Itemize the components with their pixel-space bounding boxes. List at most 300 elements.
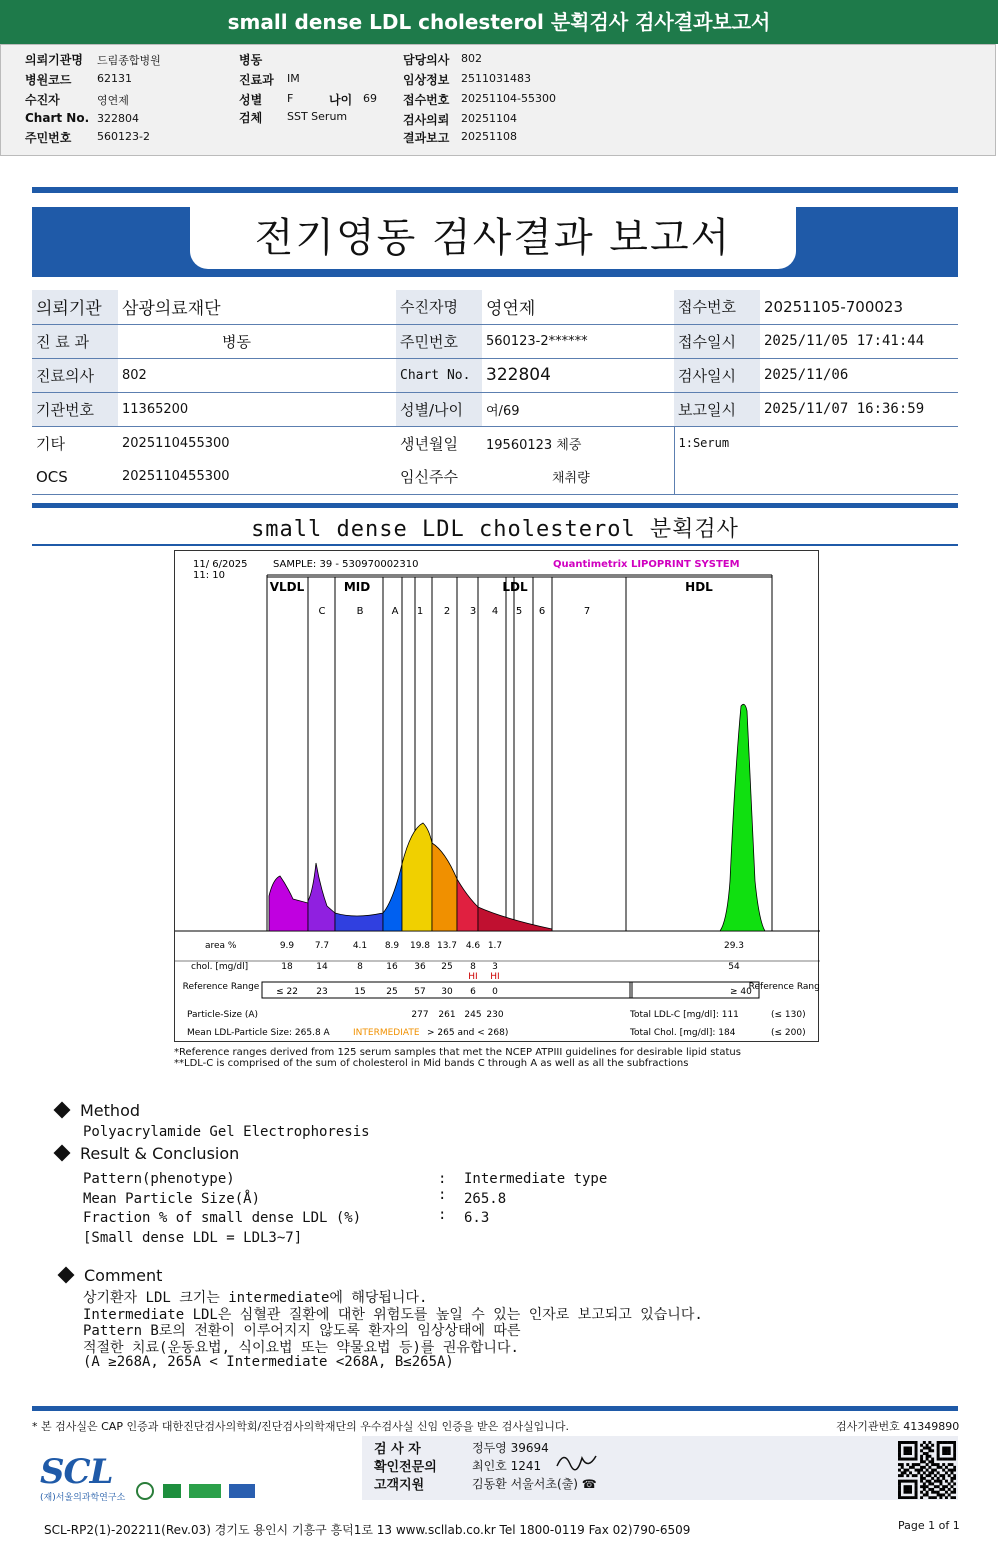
electrophoresis-plot [175, 551, 820, 1043]
label: Chart No. [396, 358, 482, 392]
qr-module [942, 1449, 945, 1452]
band-label: 6 [538, 606, 546, 617]
value: 560123-2 [97, 130, 150, 143]
qr-module [906, 1452, 909, 1455]
qr-module [920, 1496, 923, 1499]
chol-value: 8 [357, 962, 363, 972]
method-title: Method [80, 1101, 141, 1120]
qr-module [904, 1480, 907, 1483]
colon: : [438, 1187, 447, 1203]
qr-module [945, 1491, 948, 1494]
qr-module [939, 1474, 942, 1477]
label: Chart No. [25, 111, 90, 125]
qr-module [950, 1485, 953, 1488]
qr-module [901, 1441, 904, 1444]
band-label: 3 [469, 606, 477, 617]
qr-module [923, 1471, 926, 1474]
divider [32, 503, 958, 508]
qr-module [912, 1474, 915, 1477]
qr-module [950, 1471, 953, 1474]
qr-module [926, 1458, 929, 1461]
qr-module [906, 1449, 909, 1452]
reference-value: 57 [414, 987, 426, 997]
qr-module [904, 1496, 907, 1499]
result-heading [56, 1144, 239, 1163]
qr-module [928, 1455, 931, 1458]
qr-module [948, 1493, 951, 1496]
staff-value: 김동환 서울서초(출) ☎ [472, 1477, 597, 1491]
value: 2025/11/07 16:36:59 [760, 392, 958, 426]
qr-module [898, 1469, 901, 1472]
value: 20251104-55300 [461, 92, 556, 105]
band-label: 1 [416, 606, 424, 617]
qr-module [926, 1444, 929, 1447]
qr-code-icon [898, 1441, 956, 1499]
qr-module [950, 1458, 953, 1461]
reference-value: 6 [470, 987, 476, 997]
value: IM [287, 72, 300, 85]
lipoprint-chart [174, 550, 819, 1042]
qr-module [898, 1493, 901, 1496]
report-title-banner [32, 207, 958, 277]
plot-frame [175, 575, 820, 931]
org-number: 검사기관번호 41349890 [836, 1420, 960, 1433]
qr-module [926, 1474, 929, 1477]
qr-module [937, 1477, 940, 1480]
qr-module [909, 1447, 912, 1450]
qr-module [898, 1455, 901, 1458]
label: 접수번호 [403, 93, 450, 107]
value: 1:Serum [674, 426, 958, 460]
band-label: B [356, 606, 364, 617]
chol-value: 25 [441, 962, 453, 972]
qr-module [904, 1469, 907, 1472]
staff-label: 확인전문의 [374, 1460, 437, 1475]
qr-module [915, 1480, 918, 1483]
value: 2511031483 [461, 72, 531, 85]
qr-module [915, 1447, 918, 1450]
qr-module [904, 1447, 907, 1450]
qr-module [950, 1477, 953, 1480]
qr-module [915, 1444, 918, 1447]
qr-module [953, 1466, 956, 1469]
value: 20251108 [461, 130, 517, 143]
qr-module [948, 1449, 951, 1452]
qr-module [906, 1447, 909, 1450]
qr-module [950, 1480, 953, 1483]
qr-module [945, 1485, 948, 1488]
area-value: 13.7 [436, 941, 458, 951]
qr-module [901, 1480, 904, 1483]
qr-module [915, 1463, 918, 1466]
qr-module [953, 1491, 956, 1494]
page-number: Page 1 of 1 [898, 1519, 960, 1532]
footnote: *Reference ranges derived from 125 serum samples that met the NCEP ATPIII guidelines for desirable lipid status [174, 1047, 741, 1058]
qr-module [906, 1469, 909, 1472]
qr-module [912, 1458, 915, 1461]
label: 주민번호 [25, 131, 72, 145]
qr-module [923, 1466, 926, 1469]
qr-module [942, 1488, 945, 1491]
qr-module [928, 1471, 931, 1474]
value: 2025110455300 [118, 460, 396, 494]
divider [32, 1406, 958, 1411]
qr-module [953, 1474, 956, 1477]
qr-module [915, 1485, 918, 1488]
band-label: 7 [583, 606, 591, 617]
particle-size-value: 245 [464, 1010, 482, 1020]
qr-module [931, 1482, 934, 1485]
qr-module [942, 1469, 945, 1472]
footnote: **LDL-C is comprised of the sum of cholesterol in Mid bands C through A as well as all the subfractions [174, 1058, 689, 1069]
value: 69 [363, 92, 377, 105]
total-chol: Total Chol. [mg/dl]: 184 [630, 1028, 736, 1038]
value: F [287, 92, 294, 105]
qr-module [926, 1463, 929, 1466]
label: 병원코드 [25, 73, 72, 87]
reference-value: 30 [441, 987, 453, 997]
qr-module [945, 1496, 948, 1499]
qr-module [942, 1463, 945, 1466]
qr-module [898, 1463, 901, 1466]
colon: : [438, 1171, 447, 1187]
qr-module [926, 1452, 929, 1455]
qr-module [906, 1458, 909, 1461]
qr-module [928, 1449, 931, 1452]
value: 2025/11/05 17:41:44 [760, 324, 958, 358]
qr-module [912, 1466, 915, 1469]
qr-module [934, 1474, 937, 1477]
comment-line: Pattern B로의 전환이 이루어지지 않도록 환자의 임상상태에 따른 [83, 1323, 521, 1339]
qr-module [942, 1477, 945, 1480]
area-value: 29.3 [723, 941, 745, 951]
value: 드림종합병원 [97, 54, 161, 67]
qr-module [953, 1455, 956, 1458]
staff-value: 최인호 1241 [472, 1459, 542, 1473]
value: 여/69 [482, 392, 674, 426]
qr-module [953, 1482, 956, 1485]
qr-module [909, 1458, 912, 1461]
qr-module [909, 1491, 912, 1494]
qr-module [915, 1452, 918, 1455]
divider [32, 544, 958, 546]
qr-module [920, 1474, 923, 1477]
label: 의뢰기관 [32, 290, 118, 324]
qr-module [926, 1491, 929, 1494]
qr-module [942, 1441, 945, 1444]
qr-module [920, 1491, 923, 1494]
qr-module [953, 1444, 956, 1447]
qr-module [928, 1441, 931, 1444]
qr-module [945, 1471, 948, 1474]
signature-icon [552, 1448, 602, 1474]
logo [40, 1452, 125, 1503]
intermediate-label: INTERMEDIATE [353, 1028, 420, 1038]
curve-segment [269, 876, 308, 931]
qr-module [953, 1441, 956, 1444]
qr-module [926, 1493, 929, 1496]
qr-module [920, 1444, 923, 1447]
qr-module [928, 1496, 931, 1499]
qr-module [931, 1496, 934, 1499]
chol-value: 18 [281, 962, 293, 972]
qr-module [950, 1469, 953, 1472]
staff-label: 검 사 자 [374, 1442, 421, 1457]
qr-module [928, 1466, 931, 1469]
qr-module [934, 1485, 937, 1488]
label: 수진자명 [396, 290, 482, 324]
qr-module [953, 1477, 956, 1480]
qr-module [898, 1458, 901, 1461]
qr-module [920, 1477, 923, 1480]
chart-time: 11: 10 [193, 570, 225, 581]
chol-value: 36 [414, 962, 426, 972]
total-ldlc-ref: (≤ 130) [771, 1010, 806, 1020]
curve-segment [478, 907, 552, 931]
qr-module [928, 1474, 931, 1477]
qr-module [931, 1471, 934, 1474]
label: 주민번호 [396, 324, 482, 358]
qr-module [904, 1485, 907, 1488]
label: 진 료 과 [32, 324, 118, 358]
qr-module [953, 1449, 956, 1452]
chol-value: 8 [470, 962, 476, 972]
qr-module [898, 1441, 901, 1444]
label: 접수일시 [674, 324, 760, 358]
label: 검체 [239, 111, 263, 125]
qr-module [942, 1452, 945, 1455]
qr-module [901, 1466, 904, 1469]
qr-module [948, 1458, 951, 1461]
qr-module [937, 1471, 940, 1474]
comment-title: Comment [84, 1266, 163, 1285]
qr-module [923, 1477, 926, 1480]
qr-module [945, 1466, 948, 1469]
flag-value: HI [468, 972, 478, 982]
result-value: 265.8 [464, 1191, 507, 1207]
result-value: 6.3 [464, 1210, 490, 1226]
qr-module [931, 1444, 934, 1447]
qr-module [915, 1458, 918, 1461]
qr-module [939, 1441, 942, 1444]
qr-module [904, 1471, 907, 1474]
qr-module [909, 1496, 912, 1499]
qr-module [901, 1458, 904, 1461]
qr-module [950, 1491, 953, 1494]
qr-module [948, 1469, 951, 1472]
qr-module [945, 1447, 948, 1450]
band-label: 4 [491, 606, 499, 617]
qr-module [912, 1496, 915, 1499]
value: 병동 [118, 324, 396, 358]
qr-module [945, 1452, 948, 1455]
qr-module [942, 1458, 945, 1461]
qr-module [901, 1463, 904, 1466]
qr-module [909, 1485, 912, 1488]
qr-module [926, 1455, 929, 1458]
label: 나이 [329, 93, 353, 107]
band-label: 5 [515, 606, 523, 617]
qr-module [915, 1455, 918, 1458]
qr-module [950, 1463, 953, 1466]
flag-value: HI [490, 972, 500, 982]
qr-module [937, 1493, 940, 1496]
result-value: Intermediate type [464, 1171, 608, 1187]
qr-module [928, 1480, 931, 1483]
qr-module [915, 1469, 918, 1472]
particle-size-value: 277 [411, 1010, 429, 1020]
label: 성별 [239, 93, 263, 107]
label: 병동 [239, 53, 263, 67]
diamond-icon [54, 1145, 71, 1162]
value: 802 [461, 52, 482, 65]
curve-segment [402, 823, 432, 931]
method-heading [56, 1101, 140, 1120]
row-label: chol. [mg/dl] [191, 962, 249, 972]
curve-segment [457, 879, 478, 931]
diamond-icon [54, 1102, 71, 1119]
qr-module [934, 1491, 937, 1494]
result-title: Result & Conclusion [80, 1144, 240, 1163]
qr-module [901, 1474, 904, 1477]
qr-module [928, 1447, 931, 1450]
patient-info-table [32, 290, 958, 495]
qr-module [898, 1482, 901, 1485]
qr-module [915, 1449, 918, 1452]
qr-module [931, 1488, 934, 1491]
qr-module [898, 1480, 901, 1483]
qr-module [906, 1480, 909, 1483]
qr-module [937, 1480, 940, 1483]
label: 성별/나이 [396, 392, 482, 426]
value: 채취량 [482, 460, 674, 494]
qr-module [909, 1441, 912, 1444]
area-value: 9.9 [279, 941, 295, 951]
qr-module [923, 1485, 926, 1488]
qr-module [931, 1460, 934, 1463]
qr-module [920, 1469, 923, 1472]
band-label: 2 [443, 606, 451, 617]
qr-module [909, 1466, 912, 1469]
qr-module [926, 1485, 929, 1488]
area-value: 1.7 [487, 941, 503, 951]
value: 20251104 [461, 112, 517, 125]
qr-module [898, 1474, 901, 1477]
qr-module [928, 1460, 931, 1463]
qr-module [901, 1471, 904, 1474]
qr-module [923, 1447, 926, 1450]
diamond-icon [58, 1267, 75, 1284]
comment-line: (A ≥268A, 265A < Intermediate <268A, B≤265A) [83, 1354, 454, 1370]
qr-module [939, 1493, 942, 1496]
qr-module [945, 1458, 948, 1461]
label: 진료의사 [32, 358, 118, 392]
label: 진료과 [239, 73, 274, 87]
qr-module [953, 1488, 956, 1491]
qr-module [948, 1488, 951, 1491]
qr-module [937, 1444, 940, 1447]
qr-module [934, 1480, 937, 1483]
chol-value: 54 [728, 962, 740, 972]
qr-module [904, 1491, 907, 1494]
label: 임상정보 [403, 73, 450, 87]
qr-module [942, 1493, 945, 1496]
qr-module [953, 1447, 956, 1450]
qr-module [950, 1496, 953, 1499]
qr-module [915, 1482, 918, 1485]
label: 담당의사 [403, 53, 450, 67]
qr-module [953, 1458, 956, 1461]
qr-module [953, 1452, 956, 1455]
value: 802 [118, 358, 396, 392]
band-label: A [391, 606, 399, 617]
value: 영연제 [97, 94, 129, 107]
report-title: 전기영동 검사결과 보고서 [190, 207, 796, 269]
qr-module [912, 1441, 915, 1444]
qr-module [909, 1449, 912, 1452]
qr-module [923, 1493, 926, 1496]
chart-date: 11/ 6/2025 [193, 559, 248, 570]
qr-module [931, 1449, 934, 1452]
qr-module [898, 1444, 901, 1447]
value: 560123-2****** [482, 324, 674, 358]
qr-module [926, 1480, 929, 1483]
qr-module [917, 1463, 920, 1466]
qr-module [950, 1441, 953, 1444]
staff-value: 정두영 39694 [472, 1441, 549, 1455]
label: 접수번호 [674, 290, 760, 324]
empty-cell [674, 460, 958, 494]
qr-module [934, 1496, 937, 1499]
label: 보고일시 [674, 392, 760, 426]
label: OCS [32, 460, 118, 494]
qr-module [898, 1488, 901, 1491]
label: 생년월일 [400, 434, 458, 453]
colon: : [438, 1207, 447, 1223]
hdl-reference-value: ≥ 40 [730, 987, 752, 997]
divider [32, 187, 958, 193]
value: 영연제 [482, 290, 674, 324]
area-value: 4.6 [465, 941, 481, 951]
label: 기관번호 [32, 392, 118, 426]
group-label: VLDL [269, 580, 305, 594]
qr-module [920, 1460, 923, 1463]
qr-module [906, 1441, 909, 1444]
value: SST Serum [287, 110, 348, 123]
report-banner-title: small dense LDL cholesterol 분획검사 검사결과보고서 [0, 0, 998, 44]
qr-module [928, 1482, 931, 1485]
label: 검사의뢰 [403, 113, 450, 127]
qr-module [915, 1496, 918, 1499]
total-chol-ref: (≤ 200) [771, 1028, 806, 1038]
qr-module [948, 1447, 951, 1450]
qr-module [937, 1466, 940, 1469]
qr-module [904, 1452, 907, 1455]
result-key: Mean Particle Size(Å) [83, 1191, 261, 1207]
value: 11365200 [118, 392, 396, 426]
reference-label: Reference Range [748, 982, 820, 992]
qr-module [937, 1449, 940, 1452]
value: 322804 [482, 358, 674, 392]
qr-module [909, 1488, 912, 1491]
qr-module [915, 1493, 918, 1496]
qr-module [920, 1466, 923, 1469]
request-header [0, 44, 996, 156]
qr-module [939, 1480, 942, 1483]
accreditation-logos-icon [135, 1480, 259, 1502]
value: 2025/11/06 [760, 358, 958, 392]
qr-module [948, 1482, 951, 1485]
